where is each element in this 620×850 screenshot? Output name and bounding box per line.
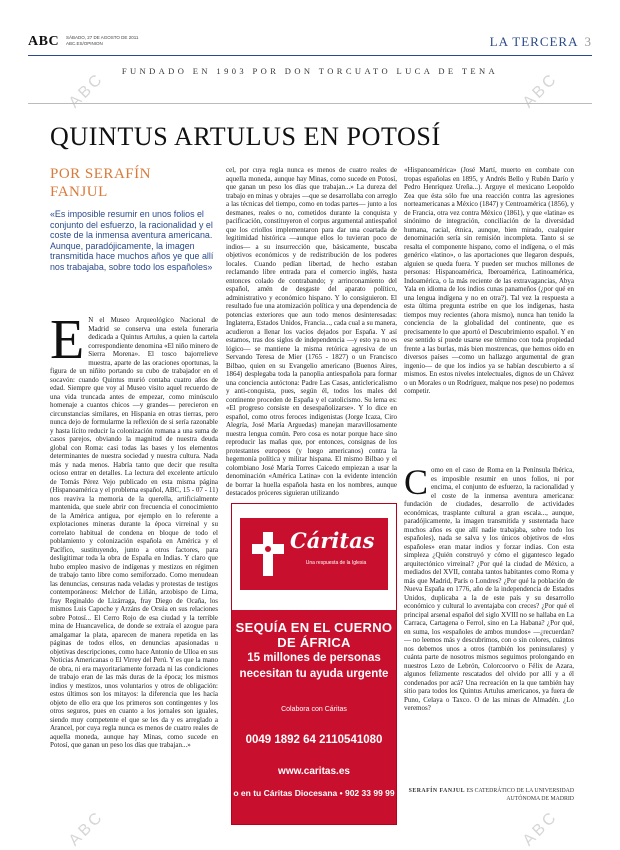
article-top-rule	[28, 103, 592, 104]
date-text: SÁBADO, 27 DE AGOSTO DE 2011	[66, 35, 139, 40]
author-name: SERAFÍN FANJUL	[408, 788, 465, 794]
section-name: LA TERCERA	[489, 34, 579, 49]
watermark: ABC	[519, 807, 562, 850]
ad-website[interactable]: www.caritas.es	[278, 766, 350, 777]
header-rule	[28, 55, 592, 56]
page-number: 3	[584, 34, 592, 49]
column-4-text: omo en el caso de Roma en la Península Ibérica, es imposible resumir en unos folios, ni por encima, el conjunto de esfuerzo, la racionalidad y el coste de la inmensa aventura americana: fundación de ciudades, desarrollo de actividades económicas, trasplante cultural a gran escala..., aunque, paradójicamente, la imagen transmitida y sustentada hace muchos años es que allí nadie trabajaba, sobre todo los españoles), nada se salva y los únicos objetivos de «los españoles» eran matar indios y forzar indias. Con esta simpleza ¿Quién construyó y cómo el gigantesco legado arquitectónico virreinal? ¿Por qué la ciudad de México, a mediados del XVII, contaba tantos habitantes como Roma y más que Madrid, París o Londres? ¿Por qué la población de Nueva España en 1776, año de la independencia de Estados Unidos, duplicaba a la de este país y su desarrollo económico y cultural lo aventajaba con creces? ¿Por qué el principal arsenal español del siglo XVIII no se hallaba en La Carraca, Cartagena o Ferrol, sino en La Habana? ¿Por qué, en suma, los «españoles de ambos mundos» —¿recuerdan?— no leemos más y descubrimos, con o sin colores, cuántos nos debemos unos a otros (también los peninsulares) y cuánta parte de nosotros mismos seguimos prolongando en nuestros Lezo de Lebrón, Colorcoorvo o Félix de Azara, algunos felizmente rescatados del olvido por allí y a él condenados por acá? Una recreación en la que también hay sitio para todos los Quintus Artulus americanos, ya fuera de Puno, Celaya o Taxco. O de las minas de Almadén. ¿Lo veremos?	[404, 466, 574, 712]
ad-footer: o en tu Cáritas Diocesana • 902 33 99 99	[233, 788, 395, 798]
byline-prefix: POR SERAFÍN	[50, 166, 151, 182]
date-line	[66, 35, 138, 47]
drop-cap-2: C	[404, 466, 429, 502]
ad-collab: Colabora con Cáritas	[281, 706, 347, 713]
ad-body-text: 15 millones de personas necesitan tu ayuda urgente	[239, 652, 389, 680]
article-column-3	[404, 166, 574, 466]
web-text: ABC.ES/OPINION	[66, 41, 103, 46]
newspaper-logo: ABC	[28, 34, 60, 49]
article-title: QUINTUS ARTULUS EN POTOSÍ	[50, 122, 441, 151]
column-2-text: cel, por cuya regla nunca es menos de cuatro reales de aquella moneda, aunque hay Minas, como sucede en Potosí, que ganan un peso los días que trabajan...» La dureza del trabajo en minas y obrajes —que se desarrollaba con arreglo a las técnicas del tiempo, como en todas partes— junto a los desmanes, reales o no, cometidos durante la conquista y pacificación, constituyeron el corpus argumental antiespañol que los criollos implementaron para dar una coartada de legitimidad histórica —aunque ellos lo tuvieran poco de indios— a su insurrección que, básicamente, buscaba objetivos económicos y de redistribución de los poderes locales. Cuando pedían libertad, de hecho estaban reclamando libre entrada para el comercio inglés, hasta entonces colado de contrabando; y arrinconamiento del español, amén de desgaste del aparato político, administrativo y económico hispano. Y lo consiguieron. El resultado fue una atomización política y una dependencia de potencias exteriores que aun todo menos desinteresadas: Inglaterra, Estados Unidos, Francia..., cada cual a su manera, acudieron a llenar los vacíos dejados por España. Y así estamos, tras dos siglos de independencia —y esto ya no es lógico— se mantiene la misma retórica agresiva de un Servando Teresa de Mier (1765 - 1827) o un Francisco Bilbao, quien en su Evangelio americano (Buenos Aires, 1864) desplegaba toda la panoplia antiespañola para formar una conciencia autóctona: Padre Las Casas, anticlericalismo y anti-conquista, pues, según él, todos los males del continente proceden de España y el catolicismo. Su lema es: «El progreso consiste en desespañolizarse». Y lo dice en español, como otros feroces indigenistas (Jorge Icaza, Ciro Alegría, José María Arguedas) manejan maravillosamente nuestra lengua común. Pero cosa es notar porque hace sino reproducir las mañas que, por entonces, consignas de los protestantes europeos (y luego americanos) contra la hegemonía política y militar hispana. El mismo Bilbao y el colombiano José María Torres Caicedo empiezan a usar la denominación «América Latina» con la evidente intención de borrar la huella española hasta en los nombres, aunque destacados próceres siguieran utilizando	[226, 166, 397, 497]
ad-brand-sub: Una respuesta de la Iglesia	[305, 560, 367, 566]
author-description: ES CATEDRÁTICO DE LA UNIVERSIDAD AUTÓNOMA DE MADRID	[466, 788, 574, 802]
article-column-2	[226, 166, 397, 497]
pull-quote: «Es imposible resumir en unos folios el conjunto del esfuerzo, la racionalidad y el coste de la inmensa aventura americana. Aunque, paradójicamente, la imagen transmitida hace muchos años ye que allí nos trabajaba, sobre todo los españoles»	[50, 209, 214, 272]
column-3-text: «Hispanoamérica» (José Martí, muerto en combate con tropas españolas en 1895, y Andrés Bello y Rubén Darío y Pedro Henríquez Ureña...). Arguye el mexicano Leopoldo Zea que ésta sólo fue una reacción contra las agresiones norteamericanas a México (1847) y Centroamérica (1856), y de Francia, otra vez contra México (1861), y que «latina» es sinónimo de integración, conciliación de la diversidad humana, racial, étnica, aunque, bien mirado, cualquier denominación sería sin remisión incompleta. Tanto si se resalta el componente hispano, como el indígena, o el más genérico «latino», o las aportaciones que llegaron después, alguien se queda fuera. Y pueden ser muchos millones de personas: Hispanoamérica, Iberoamérica, Latinoamérica, Indoamérica, o la más reciente de las extravagancias, Abya Yala en idioma de los indios cunas panameños (¿por qué en una lengua indígena y no en otra?). Tal vez la respuesta a esta última pregunta estribe en que los indígenas, hasta tiempos muy recientes (ahora mismo), nunca han tenido la conciencia de la globalidad del continente, que es precisamente lo que aportó el Descubrimiento español. Y en ese sentido sí puede usarse ese término con toda propiedad frente a las burlas, más bien mostrencas, que hemos oído en diversos países —como un hallazgo argumental de gran ingenio— de que los indios ya se habían descubierto a sí mismos. En estos niveles intelectuales, dignos de un Chávez o un Morales o un Rodríguez, malque nos pese) no podemos competir.	[404, 166, 574, 395]
ad-body	[232, 610, 396, 824]
article-column-1	[50, 316, 218, 821]
article-column-4	[404, 466, 574, 781]
caritas-advertisement[interactable]	[231, 503, 397, 825]
section-label	[490, 34, 592, 50]
ad-logo-area	[232, 504, 396, 610]
column-1-text: N el Museo Arqueológico Nacional de Madrid se conserva una estela funeraria dedicada a Quintus Artulus, a quien la cartela correspondiente denomina «El niño minero de Sierra Morena». El tosco bajorrelieve muestra, aparte de las oraciones oportunas, la figura de un niñito portando su cubo de trabajador en el socavón: cuando Quintus murió contaba cuatro años de edad. Siempre que voy al Museo visito aquel recuerdo de una vida truncada antes de empezar, como minúsculo homenaje a cuantos chicos —y grandes— perecieron en circunstancias similares, en Hispania en otras tierras, pero nunca dejo de formularme la reflexión de si sería razonable y hasta lícito reducir la colonización romana a una suma de casos parejos, obviando la magnitud de nuestra deuda global con Roma: casi todas las bases y los elementos determinantes de nuestra sociedad y nuestra cultura. Nada más y nada menos. Habría tanto que decir que resulta ocioso entrar en detalles. La lectura del excelente artículo de Tomás Pérez Vejo publicado en esta misma página (Hispanoamérica y el problema español, ABC, 15 - 07 - 11) nos reaviva la memoria de la querella, artificialmente mantenida, que suele abrir con frecuencia el conocimiento de la América antigua, por ejemplo en lo referente a explotaciones mineras durante la época virreinal y su correlato habitual de condena en bloque de todo el poblamiento y colonización española en América y el Pacífico, sustituyendo, junto a otros factores, para desligitimar toda la obra de España en Indias. Y claro que hubo empleo masivo de indígenas y mestizos en régimen de trabajo tanto libre como semiforzado. Como menudean las denuncias, censuras nada veladas y protestas de testigos contemporáneos: Melchor de Liñán, arzobispo de Lima, fray Reginaldo de Lizárraga, fray Diego de Ocaña, los mismos Luis Capoche y Arzáns de Orsúa en sus relaciones sobre Potosí... El Cerro Rojo de esa ciudad y la terrible mina de Huancavelica, de donde se extraía el azogue para amalgamar la plata, aparecen de manera repetida en las páginas de todos ellos, en denuncias apasionadas u objetivas descripciones, como hace Antonio de Ulloa en sus Noticias Americanas o El Virrey del Perú. Y es que la mano de obra, ni era mayoritariamente forzada ni las condiciones de trabajo eran de las más duras de la época; los mismos indios y mestizos, unos voluntarios y otros de obligación: estos últimos son los mitayos: la diferencia que les hacía objeto de ello era que los primeros son contingentes y los otros seguros, pues en cuanto a los jornales son iguales, siendo muy competente el que se les da y es arreglado a Arancel, por cuya regla nunca es menos de cuatro reales de aquella moneda, aunque hay Minas, como sucede en Potosí, que ganan un peso los días que trabajan...»	[50, 316, 218, 749]
watermark: ABC	[519, 69, 562, 112]
founded-line: FUNDADO EN 1903 POR DON TORCUATO LUCA DE TENA	[121, 66, 499, 76]
byline-name: FANJUL	[50, 184, 108, 200]
watermark: ABC	[65, 807, 108, 850]
caritas-logo	[240, 518, 388, 590]
ad-brand: Cáritas	[290, 528, 375, 553]
drop-cap: E	[50, 316, 85, 371]
ad-phone[interactable]: 0049 1892 64 2110541080	[245, 734, 383, 746]
watermark: ABC	[65, 69, 108, 112]
ad-headline: SEQUÍA EN EL CUERNO DE ÁFRICA	[235, 620, 393, 650]
author-signature	[404, 787, 574, 803]
caritas-cross-icon	[252, 532, 284, 576]
page-header	[28, 34, 592, 52]
